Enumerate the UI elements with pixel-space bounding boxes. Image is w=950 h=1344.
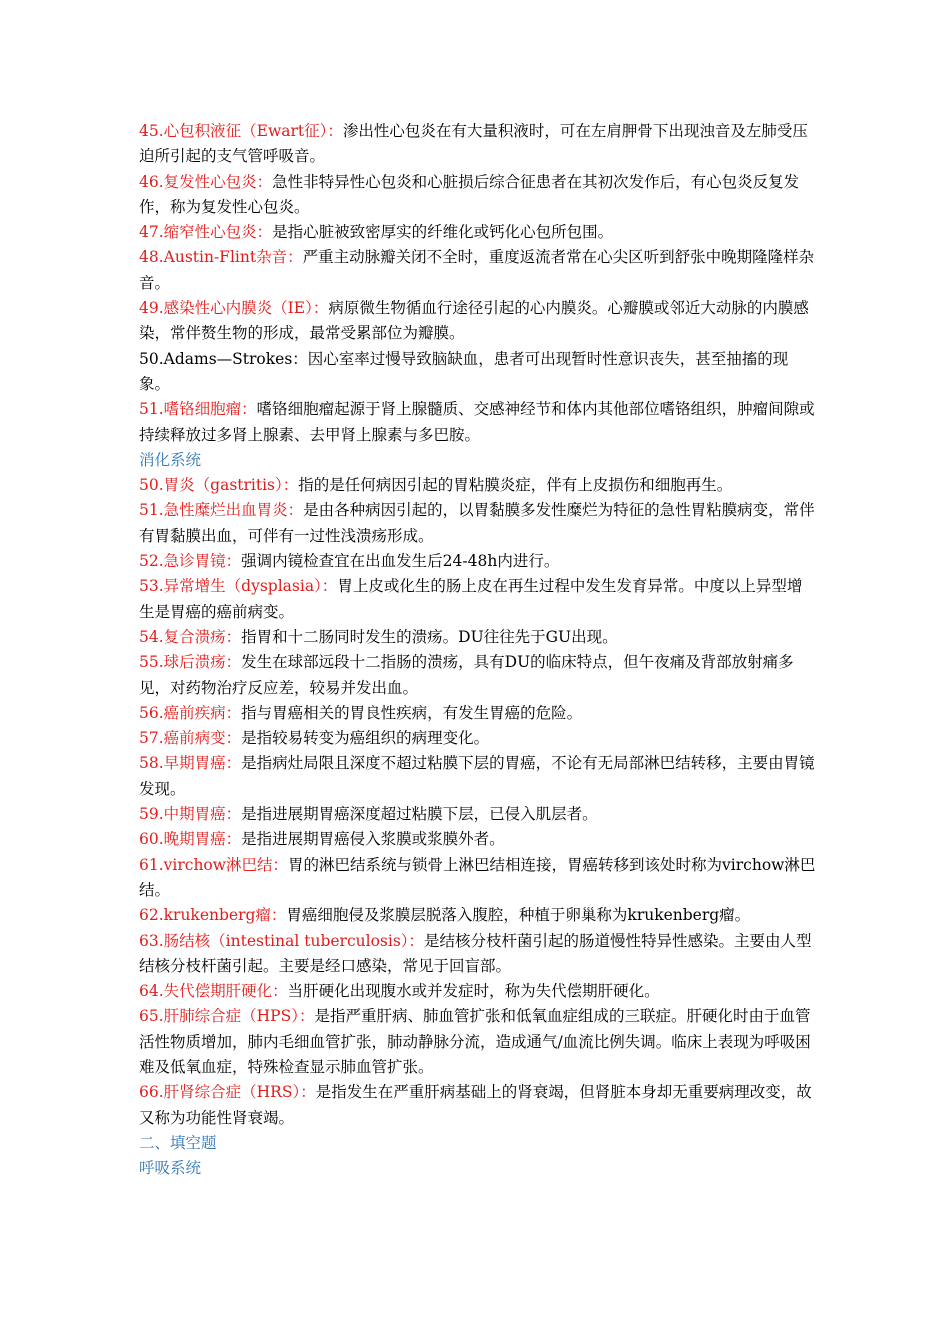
definition-entry (139, 397, 817, 448)
definition-entry (139, 1004, 817, 1080)
section-heading-digestive: 消化系统 (139, 450, 202, 469)
document-page (139, 119, 817, 1181)
term-label: 61.virchow淋巴结： (139, 855, 289, 874)
definition-entry (139, 473, 817, 498)
term-definition: 是指进展期胃癌深度超过粘膜下层，已侵入肌层者。 (241, 805, 598, 824)
definition-entry (139, 220, 817, 245)
term-label: 47.缩窄性心包炎： (139, 223, 273, 242)
term-definition: 是指严重肝病、肺血管扩张和低氧血症组成的三联症。肝硬化时由于血管活性物质增加，肺内毛细血管扩张，肺动静脉分流，造成通气/血流比例失调。临床上表现为呼吸困难及低氧血症，特殊检查显示肺血管扩张。 (139, 1007, 811, 1076)
definition-entry (139, 726, 817, 751)
section-heading-fill-blank: 二、填空题 (139, 1133, 217, 1152)
term-label: 65.肝肺综合症（HPS）： (139, 1007, 315, 1026)
term-definition: 急性非特异性心包炎和心脏损后综合征患者在其初次发作后，有心包炎反复发作，称为复发性心包炎。 (139, 172, 800, 216)
definition-entry (139, 853, 817, 904)
term-definition: 渗出性心包炎在有大量积液时，可在左肩胛骨下出现浊音及左肺受压迫所引起的支气管呼吸音。 (139, 122, 808, 166)
definition-entry (139, 827, 817, 852)
definition-entry (139, 979, 817, 1004)
term-definition: 是指较易转变为癌组织的病理变化。 (241, 729, 490, 748)
definition-entry (139, 549, 817, 574)
term-label: 48.Austin-Flint杂音： (139, 248, 303, 267)
definition-entry (139, 296, 817, 347)
term-label: 63.肠结核（intestinal tuberculosis）： (139, 931, 425, 950)
term-definition: 胃癌细胞侵及浆膜层脱落入腹腔，种植于卵巢称为krukenberg瘤。 (286, 906, 751, 925)
term-definition: 胃上皮或化生的肠上皮在再生过程中发生发育异常。中度以上异型增生是胃癌的癌前病变。 (139, 577, 803, 621)
definition-entry (139, 574, 817, 625)
term-label: 45.心包积液征（Ewart征）： (139, 122, 343, 140)
term-label: 58.早期胃癌： (139, 754, 242, 773)
term-definition: 是指心脏被致密厚实的纤维化或钙化心包所包围。 (272, 223, 614, 242)
term-label: 54.复合溃疡： (139, 627, 242, 646)
definition-entry (139, 1080, 817, 1131)
term-label: 57.癌前病变： (139, 729, 242, 748)
term-definition: 当肝硬化出现腹水或并发症时，称为失代偿期肝硬化。 (287, 982, 660, 1001)
term-definition: 指的是任何病因引起的胃粘膜炎症，伴有上皮损伤和细胞再生。 (298, 476, 733, 495)
definition-entry (139, 625, 817, 650)
term-label: 49.感染性心内膜炎（IE）： (139, 299, 329, 318)
term-definition: 胃的淋巴结系统与锁骨上淋巴结相连接，胃癌转移到该处时称为virchow淋巴结。 (139, 855, 816, 899)
definition-entry (139, 929, 817, 980)
term-definition: 病原微生物循血行途径引起的心内膜炎。心瓣膜或邻近大动脉的内膜感染，常伴赘生物的形成，最常受累部位为瓣膜。 (139, 299, 809, 343)
term-definition: 强调内镜检查宜在出血发生后24-48h内进行。 (241, 552, 560, 571)
definition-entry (139, 701, 817, 726)
term-definition: 是指病灶局限且深度不超过粘膜下层的胃癌，不论有无局部淋巴结转移，主要由胃镜发现。 (139, 754, 815, 798)
term-label: 51.嗜铬细胞瘤： (139, 400, 257, 419)
term-label: 50.胃炎（gastritis）： (139, 476, 299, 495)
term-label: 46.复发性心包炎： (139, 172, 273, 191)
term-label: 51.急性糜烂出血胃炎： (139, 501, 304, 520)
definition-entry (139, 903, 817, 928)
definition-entry (139, 802, 817, 827)
term-label: 55.球后溃疡： (139, 653, 242, 672)
term-label: 53.异常增生（dysplasia）： (139, 577, 338, 596)
entry-list-digestive (139, 473, 817, 1131)
term-definition: 发生在球部远段十二指肠的溃疡，具有DU的临床特点，但午夜痛及背部放射痛多见，对药物治疗反应差，较易并发出血。 (139, 653, 794, 697)
term-label: 66.肝肾综合症（HRS）： (139, 1083, 316, 1102)
definition-entry (139, 498, 817, 549)
term-label: 64.失代偿期肝硬化： (139, 982, 288, 1001)
entry-list-cardiology (139, 119, 817, 448)
term-label: 62.krukenberg瘤： (139, 906, 287, 925)
term-definition: 50.Adams—Strokes：因心室率过慢导致脑缺血，患者可出现暂时性意识丧失，甚至抽搐的现象。 (139, 349, 789, 393)
definition-entry (139, 170, 817, 221)
term-definition: 是指发生在严重肝病基础上的肾衰竭，但肾脏本身却无重要病理改变，故又称为功能性肾衰竭。 (139, 1083, 812, 1127)
term-definition: 是由各种病因引起的，以胃黏膜多发性糜烂为特征的急性胃粘膜病变，常伴有胃黏膜出血，可伴有一过性浅溃疡形成。 (139, 501, 815, 545)
term-label: 56.癌前疾病： (139, 703, 242, 722)
term-definition: 嗜铬细胞瘤起源于肾上腺髓质、交感神经节和体内其他部位嗜铬组织，肿瘤间隙或持续释放过多肾上腺素、去甲肾上腺素与多巴胺。 (139, 400, 815, 444)
definition-entry (139, 245, 817, 296)
section-heading-respiratory: 呼吸系统 (139, 1159, 202, 1178)
term-label: 52.急诊胃镜： (139, 552, 242, 571)
definition-entry (139, 650, 817, 701)
definition-entry (139, 119, 817, 170)
term-definition: 指胃和十二肠同时发生的溃疡。DU往往先于GU出现。 (241, 627, 618, 646)
term-definition: 指与胃癌相关的胃良性疾病，有发生胃癌的危险。 (241, 703, 583, 722)
definition-entry (139, 751, 817, 802)
term-definition: 严重主动脉瓣关闭不全时，重度返流者常在心尖区听到舒张中晚期隆隆样杂音。 (139, 248, 815, 292)
definition-entry (139, 347, 817, 398)
term-definition: 是指进展期胃癌侵入浆膜或浆膜外者。 (241, 830, 505, 849)
term-definition: 是结核分枝杆菌引起的肠道慢性特异性感染。主要由人型结核分枝杆菌引起。主要是经口感染，常见于回盲部。 (139, 931, 812, 975)
term-label: 59.中期胃癌： (139, 805, 242, 824)
term-label: 60.晚期胃癌： (139, 830, 242, 849)
